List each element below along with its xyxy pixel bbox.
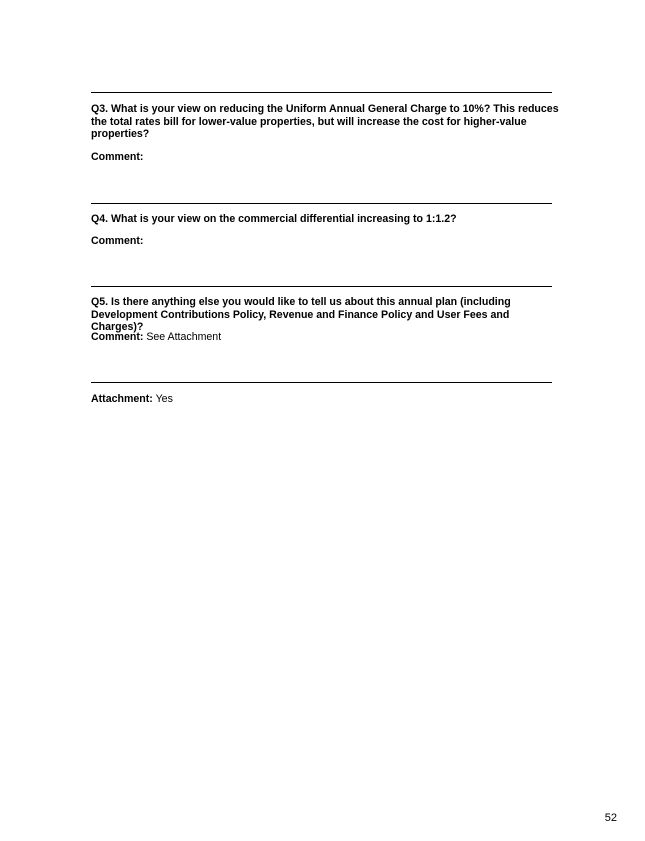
attachment-line	[91, 393, 561, 406]
question-3-text: Q3. What is your view on reducing the Uniform Annual General Charge to 10%? This reduces the total rates bill for lower-value properties, but will increase the cost for higher-value properties?	[91, 103, 559, 141]
comment-label: Comment:	[91, 331, 144, 343]
question-4-comment	[91, 235, 561, 248]
question-3-comment	[91, 151, 561, 164]
question-5-comment	[91, 331, 561, 344]
comment-label: Comment:	[91, 151, 144, 163]
separator-line	[91, 92, 552, 93]
question-5-text: Q5. Is there anything else you would like to tell us about this annual plan (including Development Contributions Policy, Revenue and Finance Policy and User Fees and Charges)?	[91, 296, 511, 334]
page-number: 52	[604, 812, 617, 824]
separator-line	[91, 286, 552, 287]
attachment-value: Yes	[155, 393, 173, 405]
attachment-label: Attachment:	[91, 393, 153, 405]
comment-label: Comment:	[91, 235, 144, 247]
question-4-text: Q4. What is your view on the commercial differential increasing to 1:1.2?	[91, 213, 457, 225]
comment-value: See Attachment	[146, 331, 222, 343]
separator-line	[91, 203, 552, 204]
separator-line	[91, 382, 552, 383]
